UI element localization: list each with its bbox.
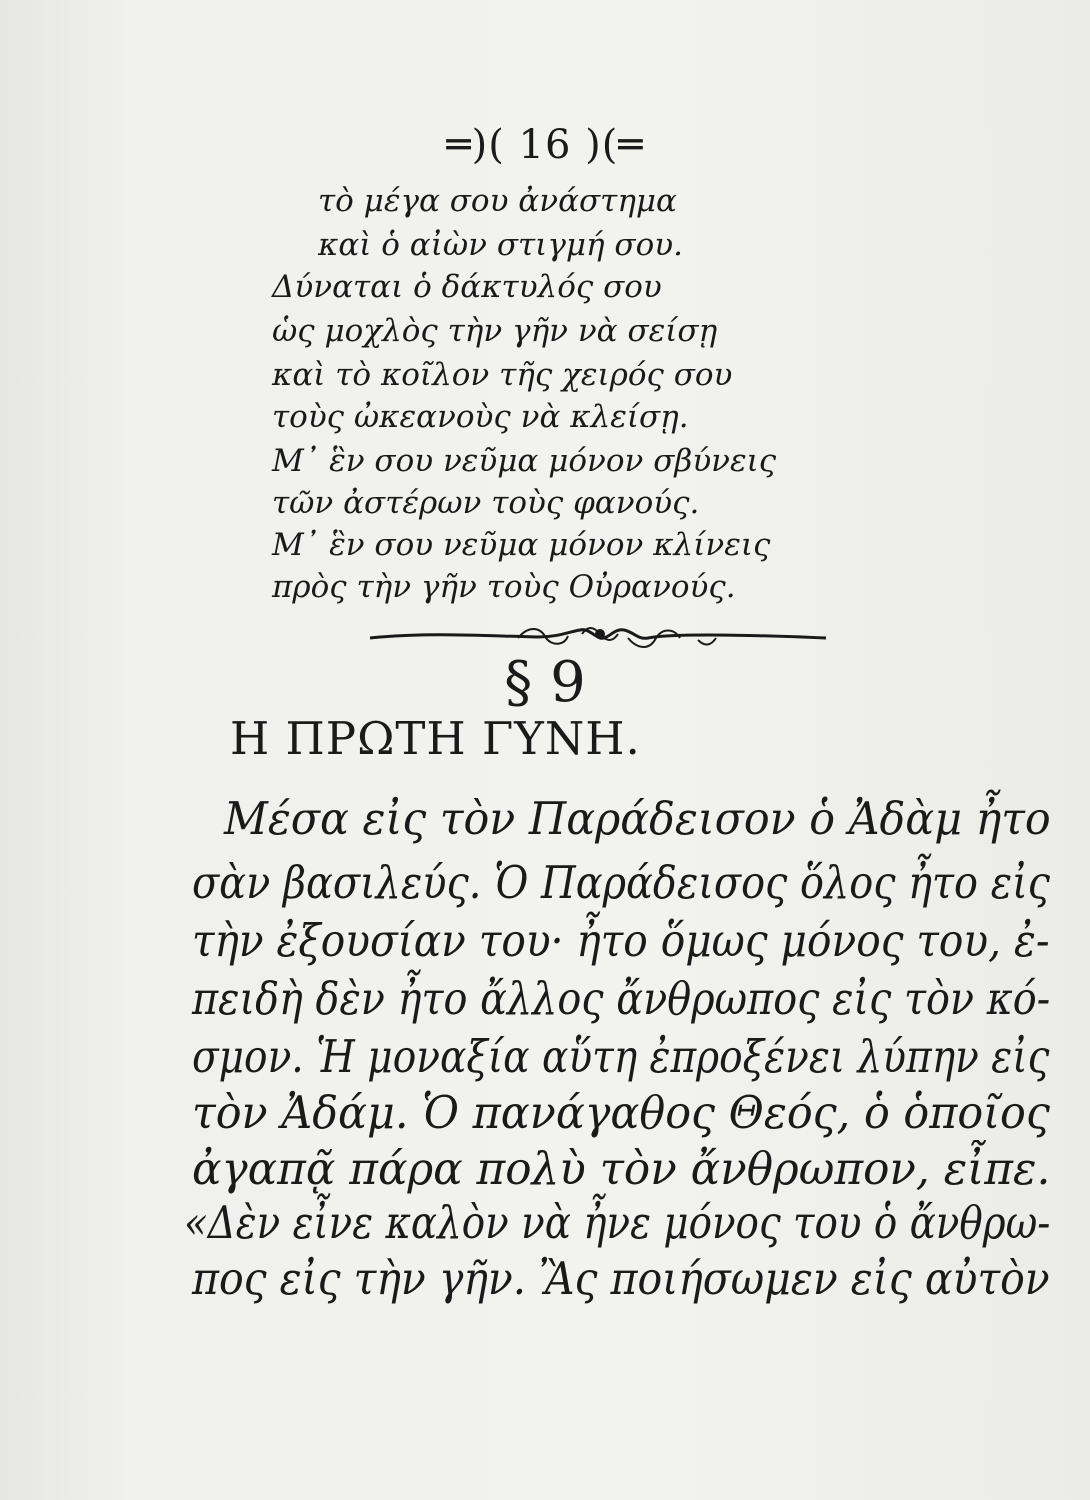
- poem-line: καὶ ὁ αἰὼν στιγμή σου.: [318, 227, 683, 263]
- prose-line: τὸν Ἀδάμ. Ὁ πανάγαθος Θεός, ὁ ὁποῖος: [192, 1086, 1050, 1139]
- poem-line: Μ᾽ ἓν σου νεῦμα μόνον σβύνεις: [272, 443, 777, 479]
- chapter-title: Η ΠΡΩΤΗ ΓΥΝΗ.: [230, 712, 641, 765]
- poem-line: τοὺς ὠκεανοὺς νὰ κλείσῃ.: [272, 399, 689, 435]
- poem-block: [0, 0, 1090, 620]
- prose-line: «Δὲν εἶνε καλὸν νὰ ἦνε μόνος του ὁ ἄνθρω-: [184, 1196, 1051, 1249]
- prose-line: πος εἰς τὴν γῆν. Ἂς ποιήσωμεν εἰς αὐτὸν: [192, 1252, 1050, 1305]
- poem-line: καὶ τὸ κοῖλον τῆς χειρός σου: [272, 357, 733, 393]
- poem-line: Μ᾽ ἓν σου νεῦμα μόνον κλίνεις: [272, 527, 771, 563]
- prose-line: σμον. Ἡ μοναξία αὕτη ἐπροξένει λύπην εἰς: [192, 1030, 1050, 1083]
- poem-line: ὡς μοχλὸς τὴν γῆν νὰ σείσῃ: [272, 313, 718, 349]
- page-header: ═)( 16 )(═: [446, 122, 644, 168]
- poem-line: πρὸς τὴν γῆν τοὺς Οὐρανούς.: [272, 569, 736, 605]
- section-number: § 9: [504, 650, 586, 715]
- prose-line: πειδὴ δὲν ἦτο ἄλλος ἄνθρωπος εἰς τὸν κό-: [192, 972, 1051, 1025]
- prose-line: σὰν βασιλεύς. Ὁ Παράδεισος ὅλος ἦτο εἰς: [192, 856, 1050, 909]
- prose-line: Μέσα εἰς τὸν Παράδεισον ὁ Ἀδὰμ ἦτο: [224, 792, 1051, 845]
- poem-line: τῶν ἀστέρων τοὺς φανούς.: [272, 485, 700, 521]
- poem-line: Δύναται ὁ δάκτυλός σου: [272, 269, 662, 305]
- poem-line: τὸ μέγα σου ἀνάστημα: [318, 183, 677, 219]
- prose-line: ἀγαπᾷ πάρα πολὺ τὸν ἄνθρωπον, εἶπε.: [192, 1142, 1051, 1195]
- prose-line: τὴν ἐξουσίαν του· ἦτο ὅμως μόνος του, ἐ-: [192, 914, 1050, 967]
